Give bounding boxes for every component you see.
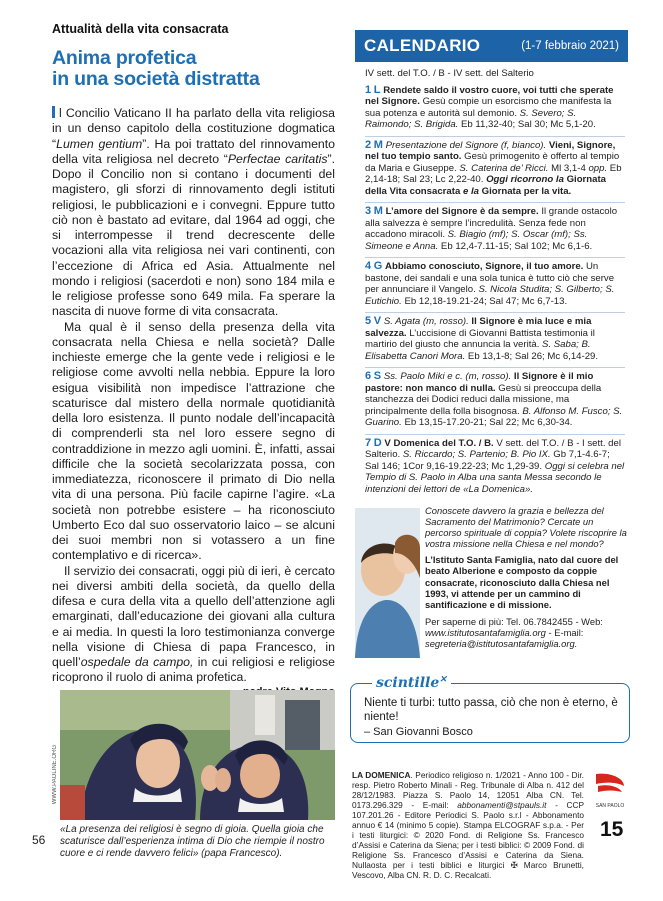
article-column <box>52 22 335 698</box>
website-link[interactable]: www.istitutosantafamiglia.org <box>425 626 546 638</box>
calendar-day-4: 4 G Abbiamo conosciuto, Signore, il tuo amore. Un bastone, dei sandali e una sola tunica è tutto ciò che serve per annunciare il Vangelo. S. Nicola Studita; S. Gilberto; S. Eutichio. Eb 12,18-19.21-24; Sal 47; Mc 6,7-13. <box>365 257 625 307</box>
san-paolo-logo <box>590 770 630 809</box>
nuns-photo <box>60 690 335 820</box>
calendar-body <box>365 68 625 500</box>
calendar-day-7: 7 D V Domenica del T.O. / B. V sett. del T.O. / B - I sett. del Salterio. S. Riccardo; S. Partenio; B. Pio IX. Gb 7,1-4.6-7; Sal 146; 1Cor 9,16-19.22-23; Mc 1,29-39. Oggi si celebra nel Tempio di S. Paolo in Alba una santa Messa secondo le intenzioni dei lettori de «La Domenica». <box>365 434 625 496</box>
article-title <box>52 48 335 90</box>
colophon: LA DOMENICA. Periodico religioso n. 1/2021 - Anno 100 - Dir. resp. Pietro Roberto Minali - Reg. Tribunale di Alba n. 412 del 28/12/1983. Piazza S. Paolo 14, 12051 Alba CN. Tel. 0173.296.329 - E-mail: abbonamenti@stpauls.it - CCP 107.201.26 - Editore Periodici S. Paolo s.r.l - Abbonamento annuo € 14 (minimo 5 copie). Stampa ELCOGRAF s.p.a. - Per i testi liturgici: © 2020 Fond. di Religione Ss. Francesco d’Assisi e Caterina da Siena; per i testi biblici: © 2009 Fond. di Religione Ss. Francesco d’Assisi e Caterina da Siena. Nullaosta per i testi biblici e liturgici ✠ Marco Brunetti, Vescovo, Alba CN. R. D. C. Recalcati. <box>352 770 584 880</box>
article-body <box>52 106 335 686</box>
paragraph-1: l Concilio Vaticano II ha parlato della vita religiosa in un denso capitolo della costituzione dogmatica “Lumen gentium”. Ha poi trattato del rinnovamento della vita religiosa nel decreto “Perfectae caritatis”. Dopo il Concilio non si contano i documenti del magistero, gli sforzi di rinnovamento degli istituti religiosi, le pubblicazioni e i convegni. Eppure tutto ciò non è bastato ad evitare, dal 1964 ad oggi, che si interrompesse il trend decrescente delle vocazioni alla vita religiosa nei vari continenti, con l’eccezione di Africa ed Asia. Attualmente nel mondo i religiosi (sacerdoti e non) sono 184 mila e le religiose professe sono 649 mila. Fa sperare la nascita di nuove forme di vita consacrata. <box>52 106 336 319</box>
promo-description: L’Istituto Santa Famiglia, nato dal cuore del beato Alberione e composto da coppie consacrate, riconosciuto dalla Chiesa nel 1993, vi attende per un cammino di santificazione e di missione. <box>425 554 619 610</box>
couple-photo <box>355 508 420 658</box>
promo-contact: Per saperne di più: Tel. 06.7842455 - Web: www.istitutosantafamiglia.org - E-mail: segreteria@istitutosantafamiglia.org. <box>425 615 603 650</box>
scintille-author: – San Giovanni Bosco <box>364 726 473 738</box>
promo-question: Conoscete davvero la grazia e bellezza del Sacramento del Matrimonio? Cercate un percorso spirituale di coppia? Volete riscoprire la vostra missione nella Chiesa e nel mondo? <box>425 505 627 550</box>
calendar-day-3: 3 M L’amore del Signore è da sempre. Il grande ostacolo alla salvezza è sempre l’incredulità. Senza fede non accadono miracoli. S. Biagio (mf); S. Oscar (mf); Ss. Simeone e Anna. Eb 12,4-7.11-15; Sal 102; Mc 6,1-6. <box>365 202 625 252</box>
page-number-right: 15 <box>600 818 624 841</box>
colophon-email-link[interactable]: abbonamenti@stpauls.it <box>457 800 547 810</box>
paragraph-3: Il servizio dei consacrati, oggi più di ieri, è cercato nei diversi ambiti della società, da quello della difesa e cura della vita a quello dell’attenzione agli emarginati, dall’educazione dei giovani alla cultura e ai media. In questi la loro testimonianza converge nella visione di Chiesa di papa Francesco, in quell’ospedale da campo, in cui religiosi e religiose ricoprono il ruolo di anima profetica. <box>52 563 335 685</box>
scintille-content <box>364 697 624 740</box>
calendar-dates: (1-7 febbraio 2021) <box>521 40 619 52</box>
email-link[interactable]: segreteria@istitutosantafamiglia.org. <box>425 638 578 650</box>
calendar-day-5: 5 V S. Agata (m, rosso). Il Signore è mia luce e mia salvezza. L’uccisione di Giovanni Battista testimonia il martirio del giusto che annuncia la verità. S. Saba; B. Elisabetta Canori Mora. Eb 13,1-8; Sal 26; Mc 6,14-29. <box>365 312 625 362</box>
title-line-1: Anima profetica <box>52 47 197 69</box>
calendar-title: CALENDARIO <box>364 36 481 55</box>
calendar-day-2: 2 M Presentazione del Signore (f, bianco). Vieni, Signore, nel tuo tempio santo. Gesù primogenito è offerto al tempio da Maria e Giuseppe. S. Caterina de’ Ricci. Ml 3,1-4 opp. Eb 2,14-18; Sal 23; Lc 2,22-40. Oggi ricorrono la Giornata della Vita consacrata e la Giornata per la vita. <box>365 136 625 198</box>
photo-credit: WWW.PAOLINE.ORG <box>52 745 58 805</box>
page-number-left: 56 <box>32 833 46 847</box>
calendar-header <box>355 30 628 62</box>
paragraph-2: Ma qual è il senso della presenza della vita consacrata nella Chiesa e nella società? Dalle inchieste emerge che la gente vede i religiosi e le religiose come avvolti nella nebbia. Eppure la loro esigua visibilità non impedisce l’attrazione che scaturisce dal mistero della normale quotidianità della loro esistenza. Il punto nodale dell’incapacità di comprenderli sta nel loro essere segno di contraddizione in mezzo agli uomini. È, infatti, assai difficile che la società secolarizzata possa, con immediatezza, riconoscere il primato di Dio nella vita di una persona. Più facile capirne l’agire. «La società non potrebbe esistere – ha riconosciuto Umberto Eco dal suo osservatorio laico – se alcuni dei suoi membri non si votassero a un fine contemplativo e di ricerca». <box>52 319 335 563</box>
initial-i-bar <box>52 106 55 118</box>
calendar-intro: IV sett. del T.O. / B - IV sett. del Salterio <box>365 68 534 79</box>
title-line-2: in una società distratta <box>52 68 260 90</box>
scintille-title: scintille✕ <box>372 675 451 691</box>
section-label: Attualità della vita consacrata <box>52 22 229 36</box>
promo-box <box>425 505 630 649</box>
sparkle-icon: ✕ <box>439 675 447 685</box>
calendar-day-1: 1 L Rendete saldo il vostro cuore, voi tutti che sperate nel Signore. Gesù compie un esorcismo che manifesta la sua potenza e autorità sul demonio. S. Severo; S. Raimondo; S. Brigida. Eb 11,32-40; Sal 30; Mc 5,1-20. <box>365 83 614 130</box>
calendar-day-6: 6 S Ss. Paolo Miki e c. (m, rosso). Il Signore è il mio pastore: non manco di nulla. Gesù si preoccupa della stanchezza dei Dodici reduci dalla missione, ma principalmente della folla bisognosa. B. Alfonso M. Fusco; S. Guarino. Eb 13,15-17.20-21; Sal 22; Mc 6,30-34. <box>365 367 625 429</box>
logo-text: SAN PAOLO <box>595 803 625 809</box>
scintille-quote: Niente ti turbi: tutto passa, ciò che non è eterno, è niente! <box>364 697 618 723</box>
photo-caption: «La presenza dei religiosi è segno di gioia. Quella gioia che scaturisce dall’esperienza intima di Dio che riempie il nostro cuore e ci rende davvero felici» (papa Francesco). <box>60 824 325 860</box>
